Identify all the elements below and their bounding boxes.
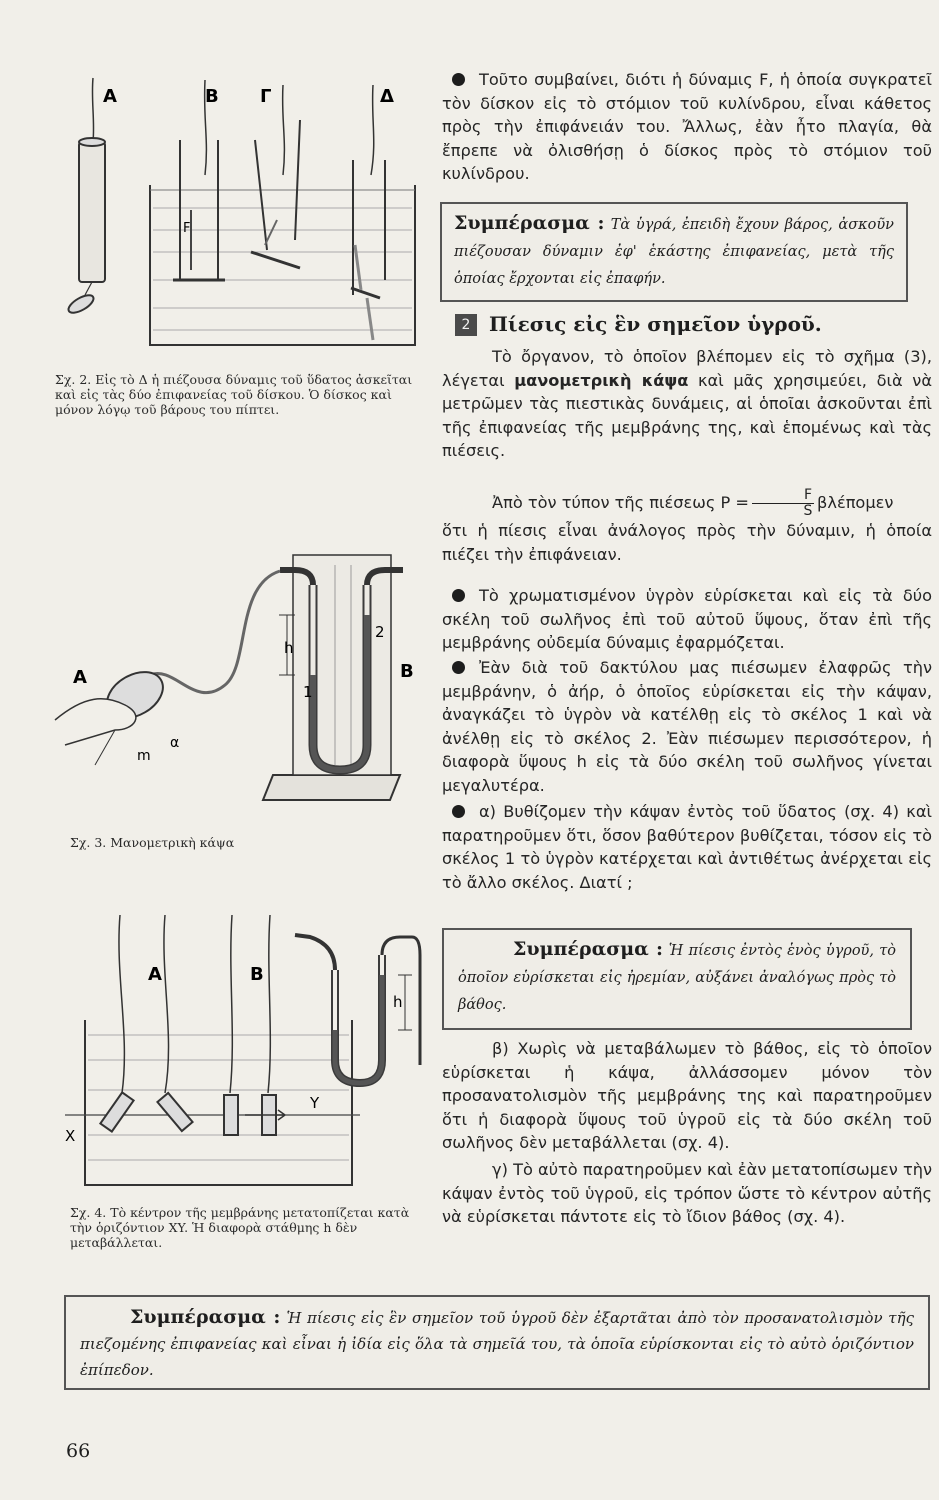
formula-text-tail: βλέπομεν (817, 493, 894, 512)
figure-4-caption: Σχ. 4. Τὸ κέντρον τῆς μεμβράνης μετατοπίζεται κατὰ τὴν ὁριζόντιον XY. Ἡ διαφορὰ στάθμης h δὲν μεταβάλλεται. (70, 1205, 410, 1250)
paragraph-6-text: α) Βυθίζομεν τὴν κάψαν ἐντὸς τοῦ ὕδατος (σχ. 4) καὶ παρατηροῦμεν ὅτι, ὅσον βαθύτερον βυθίζεται, τόσον εἰς τὸ σκέλος 1 τὸ ὑγρὸν κατέρχεται καὶ ἀντιθέτως ἀνέρχεται εἰς τὸ ἄλλο σκέλος. Διατί ; (442, 802, 932, 892)
term-manometric-capsule: μανομετρικὴ κάψα (514, 370, 689, 390)
paragraph-2-text-a: Τὸ ὄργανον, τὸ ὁποῖον βλέπομεν εἰς τὸ σχῆμα (3), λέγεται (442, 347, 932, 390)
fig4-label-a: Α (148, 964, 162, 985)
fraction-denominator: S (803, 503, 813, 519)
conclusion-box-1 (440, 202, 908, 302)
paragraph-5-text: Ἐὰν διὰ τοῦ δακτύλου μας πιέσωμεν ἐλαφρῶς τὴν μεμβράνην, ὁ ἀήρ, ὁ ὁποῖος εὑρίσκεται εἰς τὴν κάψαν, ἀναγκάζει τὸ ὑγρὸν νὰ κατέλθῃ εἰς τὸ σκέλος 1 καὶ νὰ ἀνέλθῃ εἰς τὸ σκέλος 2. Ἐὰν πιέσωμεν περισσότερον, ἡ διαφορὰ ὕψους h εἰς τὰ δύο σκέλη τοῦ σωλῆνος γίνεται μεγαλυτέρα. (442, 658, 932, 795)
paragraph-8-text: γ) Τὸ αὐτὸ παρατηροῦμεν καὶ ἐὰν μετατοπίσωμεν τὴν κάψαν ἐντὸς τοῦ ὑγροῦ, εἰς τρόπον ὥστε τὸ κέντρον αὐτῆς νὰ εὑρίσκεται πάντοτε εἰς τὸ ἴδιον βάθος (σχ. 4). (442, 1160, 932, 1226)
fig2-label-d: Δ (380, 86, 394, 107)
fig4-label-y: Y (310, 1094, 320, 1112)
figure-4-drawing (60, 915, 430, 1190)
figure-2 (55, 80, 425, 360)
paragraph-4 (442, 584, 932, 655)
bullet-icon (452, 805, 465, 818)
paragraph-2-text-c: καὶ μᾶς χρησιμεύει, διὰ νὰ μετρῶμεν τὰς πιεστικὰς δυνάμεις, αἱ ὁποῖαι ἀσκοῦνται ἐπὶ τῆς ἐπιφανείας τῆς μεμβράνης της, καὶ ἑπομένως καὶ τὰς πιέσεις. (442, 370, 932, 460)
fig3-label-a: Α (73, 667, 87, 688)
conclusion-3-keyword: Συμπέρασμα : (130, 1306, 281, 1328)
bullet-icon (452, 73, 465, 86)
figure-3 (55, 545, 425, 830)
conclusion-1-text: Τὰ ὑγρά, ἐπειδὴ ἔχουν βάρος, ἀσκοῦν πιέζουσαν δύναμιν ἐφ' ἑκάστης ἐπιφανείας, μετὰ τῆς ὁποίας ἔρχονται εἰς ἐπαφήν. (454, 217, 894, 287)
paragraph-5 (442, 656, 932, 797)
conclusion-1-keyword: Συμπέρασμα : (454, 212, 605, 234)
paragraph-7 (442, 1037, 932, 1155)
fig3-label-m: m (137, 748, 151, 764)
paragraph-3 (442, 488, 932, 566)
bullet-icon (452, 589, 465, 602)
paragraph-1-text: Τοῦτο συμβαίνει, διότι ἡ δύναμις F, ἡ ὁποία συγκρατεῖ τὸν δίσκον εἰς τὸ στόμιον τοῦ κυλίνδρου, εἶναι κάθετος πρὸς τὴν ἐπιφάνειάν του. Ἄλλως, ἐὰν ἦτο πλαγία, θὰ ἔπρεπε νὰ ὀλισθήσῃ ὁ δίσκος πρὸς τὸ στόμιον τοῦ κυλίνδρου. (442, 70, 932, 183)
fig3-label-alpha: α (170, 735, 180, 751)
fig4-label-b: Β (250, 964, 264, 985)
bullet-icon (452, 661, 465, 674)
formula-text: Ἀπὸ τὸν τύπον τῆς πιέσεως P = (492, 493, 749, 512)
paragraph-4-text: Τὸ χρωματισμένον ὑγρὸν εὑρίσκεται καὶ εἰς τὰ δύο σκέλη τοῦ σωλῆνος ἐπὶ τοῦ αὐτοῦ ὕψους, ὅταν ἐπὶ τῆς μεμβράνης οὐδεμία δύναμις ἐφαρμόζεται. (442, 586, 932, 652)
paragraph-6 (442, 800, 932, 894)
figure-4 (60, 915, 430, 1190)
figure-2-drawing (55, 80, 425, 360)
conclusion-2-text: Ἡ πίεσις ἐντὸς ἑνὸς ὑγροῦ, τὸ ὁποῖον εὑρίσκεται εἰς ἠρεμίαν, αὐξάνει ἀναλόγως πρὸς τὸ βάθος. (458, 943, 896, 1013)
conclusion-3-text: Ἡ πίεσις εἰς ἓν σημεῖον τοῦ ὑγροῦ δὲν ἐξαρτᾶται ἀπὸ τὸν προσανατολισμὸν τῆς πιεζομένης ἐπιφανείας καὶ εἶναι ἡ ἰδία εἰς ὅλα τὰ σημεῖά του, τὰ ὁποῖα εὑρίσκονται εἰς τὸ αὐτὸ ὁριζόντιον ἐπίπεδον. (80, 1309, 914, 1379)
formula-fraction (752, 488, 814, 519)
paragraph-8 (442, 1158, 932, 1229)
fig2-label-f: F (183, 221, 191, 236)
fig2-label-a: Α (103, 86, 117, 107)
fig2-label-g: Γ (260, 86, 272, 107)
section-number: 2 (455, 314, 477, 336)
fig3-label-one: 1 (303, 683, 313, 701)
fig4-label-x: X (65, 1127, 76, 1145)
section-heading (455, 312, 925, 336)
page-number: 66 (66, 1440, 91, 1462)
figure-3-drawing (55, 545, 425, 830)
conclusion-box-3 (64, 1295, 930, 1390)
paragraph-1 (442, 68, 932, 186)
figure-3-caption: Σχ. 3. Μανομετρικὴ κάψα (70, 835, 235, 850)
figure-2-caption: Σχ. 2. Εἰς τὸ Δ ἡ πιέζουσα δύναμις τοῦ ὕδατος ἀσκεῖται καὶ εἰς τὰς δύο ἐπιφανείας τοῦ δίσκου. Ὁ δίσκος καὶ μόνον λόγῳ τοῦ βάρους του πίπτει. (55, 372, 413, 417)
conclusion-2-keyword: Συμπέρασμα : (513, 938, 664, 960)
fig3-label-h: h (284, 639, 294, 657)
fig4-label-h: h (393, 993, 403, 1011)
conclusion-box-2 (442, 928, 912, 1030)
section-title: Πίεσις εἰς ἓν σημεῖον ὑγροῦ. (489, 312, 822, 336)
paragraph-2 (442, 345, 932, 463)
fig2-label-b: Β (205, 86, 219, 107)
fig3-label-b: Β (400, 661, 414, 682)
fig3-label-two: 2 (375, 623, 385, 641)
paragraph-3-text: ὅτι ἡ πίεσις εἶναι ἀνάλογος πρὸς τὴν δύναμιν, ἡ ὁποία πιέζει τὴν ἐπιφάνειαν. (442, 521, 932, 564)
fraction-numerator: F (752, 488, 814, 504)
paragraph-7-text: β) Χωρὶς νὰ μεταβάλωμεν τὸ βάθος, εἰς τὸ ὁποῖον εὑρίσκεται ἡ κάψα, ἀλλάσσομεν μόνον τὸν προσανατολισμὸν τῆς μεμβράνης της καὶ παρατηροῦμεν ὅτι ἡ διαφορὰ ὕψους τοῦ ὑγροῦ εἰς τὰ δύο σκέλη τοῦ σωλῆνος δὲν μεταβάλλεται (σχ. 4). (442, 1039, 932, 1152)
